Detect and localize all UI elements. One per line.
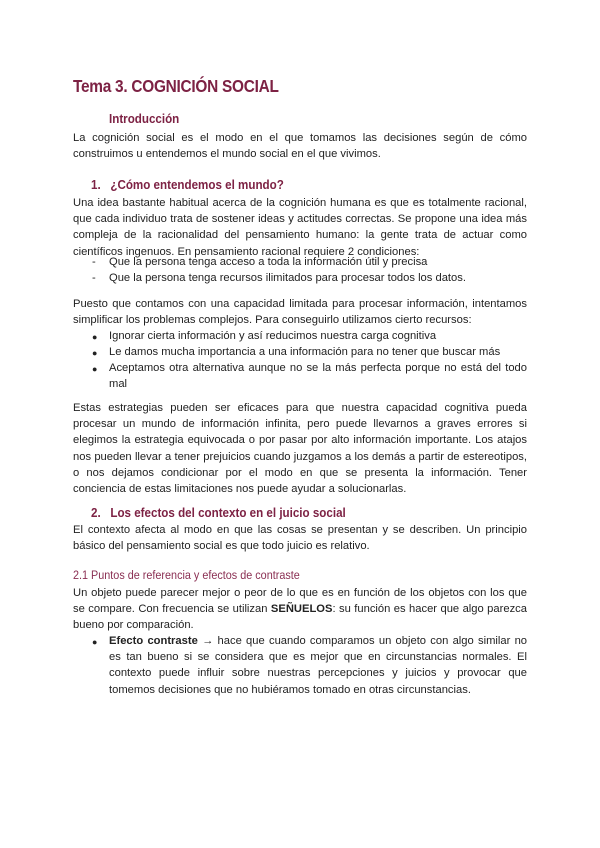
subsection-2-1-heading: 2.1 Puntos de referencia y efectos de contraste	[73, 568, 300, 582]
arrow-icon: →	[202, 635, 214, 647]
section-1-title: ¿Cómo entendemos el mundo?	[110, 177, 284, 192]
page-title: Tema 3. COGNICIÓN SOCIAL	[73, 76, 279, 96]
resource-item-3: Aceptamos otra alternativa aunque no se la más perfecta porque no está del todo mal	[109, 362, 527, 391]
contrast-effect-text: hace que cuando comparamos un objeto con algo similar no es tan bueno si se considera que es mejor que en circunstancias normales. El contexto puede influir sobre nuestras percepciones y juicios y provocar que tomemos decisiones que no hubiéramos tomado en otras circunstancias.	[109, 635, 528, 696]
bullet-marker: ●	[92, 637, 98, 647]
condition-item-1: Que la persona tenga acceso a toda la información útil y precisa	[109, 256, 428, 268]
section-2-number: 2.	[91, 505, 101, 520]
section-1-paragraph-1: Una idea bastante habitual acerca de la cognición humana es que es totalmente racional, que cada individuo trata de sostener ideas y actitudes correctas. Se propone una idea más compleja de la racionalidad del pensamiento humano: la gente trata de actuar como científicos ingenuos. En pensamiento racional requiere 2 condiciones:	[73, 197, 527, 258]
section-1-number: 1.	[91, 177, 101, 192]
section-2-paragraph-1: El contexto afecta al modo en que las cosas se presentan y se describen. Un principio básico del pensamiento social es que todo juicio es relativo.	[73, 524, 527, 553]
decoy-text-before: Un objeto puede parecer mejor o peor de lo que es en función de los objetos con los que se compare. Con frecuencia se utilizan	[73, 587, 527, 616]
contrast-effect-term: Efecto contraste	[109, 635, 198, 647]
intro-paragraph: La cognición social es el modo en el que tomamos las decisiones según de cómo construimos u entendemos el mundo social en el que vivimos.	[73, 132, 527, 161]
section-2-title: Los efectos del contexto en el juicio social	[110, 505, 346, 520]
bullet-marker: ●	[92, 364, 98, 374]
resource-item-2: Le damos mucha importancia a una información para no tener que buscar más	[109, 346, 501, 358]
section-1-paragraph-2: Puesto que contamos con una capacidad limitada para procesar información, intentamos simplificar los problemas complejos. Para conseguirlo utilizamos cierto recursos:	[73, 298, 527, 327]
bullet-marker: ●	[92, 348, 98, 358]
condition-item-2: Que la persona tenga recursos ilimitados para procesar todos los datos.	[109, 272, 466, 284]
list-dash-marker: -	[92, 272, 96, 284]
intro-heading: Introducción	[109, 111, 180, 126]
decoy-term: SEÑUELOS	[270, 603, 333, 616]
list-dash-marker: -	[92, 256, 96, 268]
section-1-heading	[91, 177, 284, 192]
subsection-2-1-paragraph	[73, 585, 527, 634]
resource-item-1: Ignorar cierta información y así reducimos nuestra carga cognitiva	[109, 330, 437, 342]
decoy-text-after: : su función es hacer que algo parezca bueno por comparación.	[73, 603, 527, 632]
contrast-effect-item	[109, 633, 527, 698]
section-2-heading	[91, 505, 346, 520]
bullet-marker: ●	[92, 332, 98, 342]
section-1-paragraph-3: Estas estrategias pueden ser eficaces para que nuestra capacidad cognitiva pueda procesar un mundo de información infinita, pero puede llevarnos a graves errores si elegimos la estrategia equivocada o por pasar por alto información importante. Los atajos nos pueden llevar a tener prejuicios cuando juzgamos a los demás a partir de estereotipos, o nos dejamos condicionar por el modo en que se presenta la información. Tener conciencia de estas limitaciones nos puede ayudar a solucionarlas.	[73, 402, 527, 496]
